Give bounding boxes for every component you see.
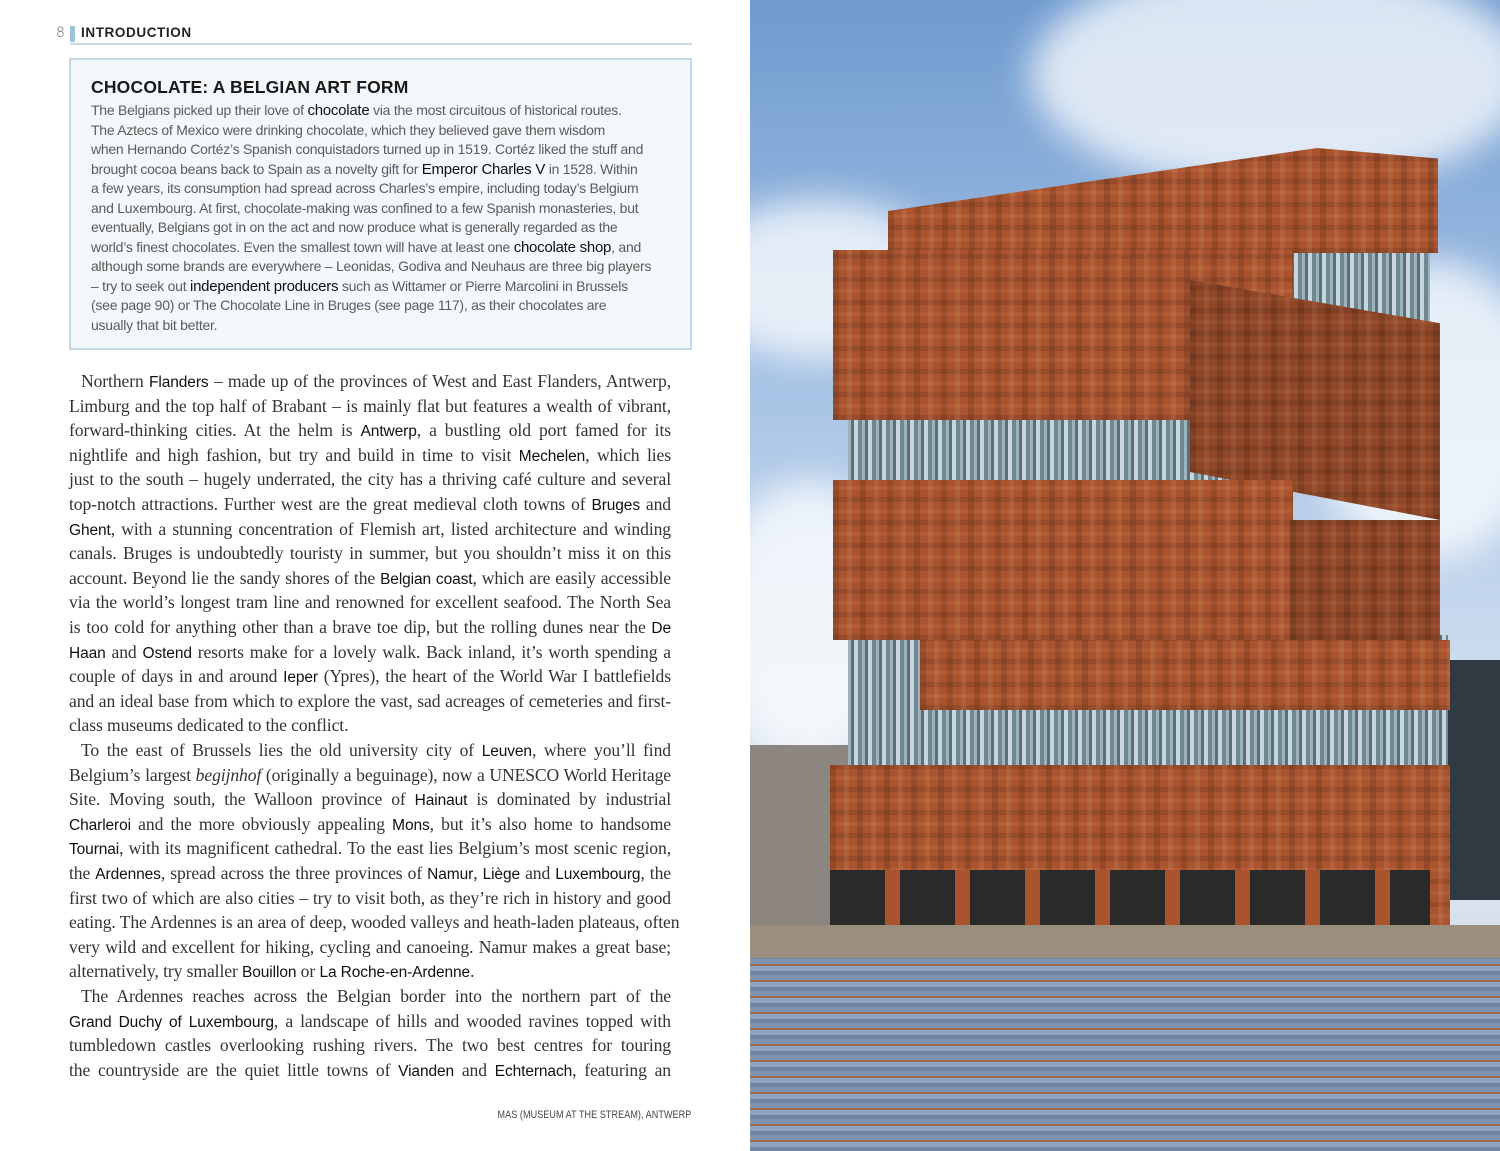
text-run: , featuring an (572, 1059, 671, 1080)
text-line (69, 863, 671, 884)
bold-term: independent producers (190, 277, 339, 295)
text-line (69, 519, 671, 540)
text-run: To the east of Brussels lies the old university city of (81, 740, 482, 760)
text-line (91, 278, 671, 295)
bold-term: Liège (482, 866, 520, 883)
text-run: , with its magnificent cathedral. To the east lies Belgium’s most scenic region, (119, 838, 671, 859)
bold-term: Belgian coast (380, 570, 473, 588)
text-line (81, 740, 671, 761)
text-run: world’s finest chocolates. Even the smallest town will have at least one (91, 238, 514, 255)
text-run: and (520, 863, 556, 883)
text-run: usually that bit better. (91, 316, 218, 333)
text-run: and an ideal base from which to explore the vast, sad acreages of cemeteries and first- (69, 690, 671, 711)
text-run: , a landscape of hills and wooded ravines topped with (273, 1010, 671, 1031)
text-run: top-notch attractions. Further west are the great medieval cloth towns of (69, 494, 592, 514)
bold-term: Grand Duchy of Luxembourg (69, 1013, 274, 1031)
text-run: Site. Moving south, the Walloon province of (69, 789, 415, 810)
text-run: account. Beyond lie the sandy shores of the (69, 567, 381, 588)
text-run: is too cold for anything other than a brave toe dip, but the rolling dunes near the (69, 617, 652, 637)
section-marker (70, 26, 75, 42)
text-line (91, 102, 671, 119)
text-line (69, 961, 671, 982)
bold-term: De (651, 620, 671, 637)
bold-term: Ostend (142, 644, 192, 662)
text-line (69, 666, 671, 687)
bold-term: Leuven (481, 743, 532, 760)
text-run: (see page 90) or The Chocolate Line in Bruges (see page 117), as their chocolates are (91, 297, 607, 313)
text-run: first two of which are also cities – try to visit both, as they’re rich in history and good (69, 887, 671, 908)
page-number: 8 (56, 25, 65, 41)
text-line (69, 469, 671, 490)
text-run: class museums dedicated to the conflict. (69, 715, 349, 736)
bold-term: Tournai (69, 841, 120, 859)
text-line (69, 1011, 671, 1032)
text-line (69, 838, 671, 859)
text-run: and Luxembourg. At first, chocolate-making was confined to a few Spanish monasteries, but (91, 199, 639, 216)
bold-term: Emperor Charles V (421, 160, 546, 178)
bold-term: Echternach (494, 1062, 573, 1080)
text-run: and the more obviously appealing (131, 813, 393, 834)
bold-term: Ghent (69, 521, 111, 539)
header-rule (70, 43, 692, 45)
text-line (69, 543, 671, 564)
text-line (91, 122, 671, 138)
text-run: when Hernando Cortéz’s Spanish conquistadors turned up in 1519. Cortéz liked the stuff and (91, 141, 644, 157)
bold-term: chocolate (307, 102, 370, 119)
bold-term: Namur (427, 866, 474, 883)
text-run: alternatively, try smaller (69, 961, 243, 982)
text-run: the (69, 863, 96, 883)
text-line (69, 420, 671, 441)
sidebar-box-chocolate (69, 58, 692, 350)
text-line (69, 912, 680, 933)
text-run: , spread across the three provinces of (160, 863, 428, 883)
text-run: The Ardennes reaches across the Belgian border into the northern part of the (81, 986, 671, 1006)
text-line (69, 617, 671, 638)
italic-term: begijnhof (195, 764, 262, 785)
text-run: is dominated by industrial (467, 789, 671, 810)
text-run: and (454, 1059, 495, 1080)
text-line (69, 691, 671, 712)
text-run: or (296, 961, 320, 982)
text-run: nightlife and high fashion, but try and build in time to visit (69, 444, 519, 465)
text-line (91, 141, 671, 157)
text-line (69, 396, 671, 417)
text-run: , and (611, 238, 642, 255)
text-run: via the world’s longest tram line and renowned for excellent seafood. The North Sea (69, 592, 671, 613)
text-run: – made up of the provinces of West and East Flanders, Antwerp, (208, 371, 671, 391)
text-line (91, 317, 671, 333)
text-line (91, 258, 671, 274)
text-line (69, 715, 671, 736)
text-run: and (639, 494, 671, 514)
text-line (69, 445, 671, 466)
text-run: canals. Bruges is undoubtedly touristy in summer, but you shouldn’t miss it on this (69, 543, 671, 564)
text-run: couple of days in and around (69, 666, 284, 687)
text-run: Belgium’s largest (69, 764, 196, 785)
bold-term: Flanders (149, 374, 209, 391)
bold-term: Bouillon (242, 964, 297, 982)
text-run: such as Wittamer or Pierre Marcolini in Brussels (338, 277, 628, 294)
text-run: (originally a beguinage), now a UNESCO World Heritage (261, 764, 671, 785)
text-line (69, 765, 671, 786)
bold-term: Mechelen (518, 447, 586, 465)
text-run: , (473, 863, 483, 883)
text-run: a few years, its consumption had spread across Charles’s empire, including today’s Belgium (91, 180, 639, 196)
photo-caption: MAS (MUSEUM AT THE STREAM), ANTWERP (497, 1109, 691, 1121)
text-line (69, 937, 671, 958)
text-line (69, 1035, 671, 1056)
text-run: just to the south – hugely underrated, the city has a thriving café culture and several (69, 469, 671, 490)
text-run: , a bustling old port famed for its (416, 420, 671, 441)
text-run: Limburg and the top half of Brabant – is mainly flat but features a wealth of vibrant, (69, 395, 671, 416)
bold-term: Luxembourg (555, 866, 641, 883)
text-line (69, 814, 671, 835)
text-line (91, 200, 671, 216)
text-run: . (470, 961, 475, 982)
text-run: eventually, Belgians got in on the act and now produce what is generally regarded as the (91, 219, 618, 235)
text-run: although some brands are everywhere – Leonidas, Godiva and Neuhaus are three big players (91, 258, 652, 274)
bold-term: Antwerp (360, 423, 417, 441)
bold-term: Mons (392, 816, 430, 834)
text-run: in 1528. Within (545, 160, 638, 177)
bold-term: Ardennes (95, 866, 161, 883)
bold-term: chocolate shop (513, 238, 612, 256)
text-line (91, 161, 671, 178)
bold-term: Bruges (591, 497, 640, 514)
text-run: eating. The Ardennes is an area of deep, wooded valleys and heath-laden plateaus, often (69, 912, 680, 933)
text-run: brought cocoa beans back to Spain as a novelty gift for (91, 160, 422, 177)
text-run: , which are easily accessible (472, 567, 672, 588)
text-run: , where you’ll find (531, 740, 671, 760)
text-run: , the (640, 863, 672, 883)
bold-term: Ieper (283, 669, 318, 687)
bold-term: La Roche-en-Ardenne (319, 964, 471, 982)
text-line (81, 371, 671, 392)
text-run: (Ypres), the heart of the World War I battlefields (318, 666, 671, 687)
bold-term: Charleroi (69, 816, 131, 834)
text-run: very wild and excellent for hiking, cycling and canoeing. Namur makes a great base; (69, 936, 671, 957)
box-title: CHOCOLATE: A BELGIAN ART FORM (91, 77, 409, 97)
text-run: via the most circuitous of historical routes. (369, 102, 622, 118)
photo-mas-museum (750, 0, 1500, 1151)
text-run: the countryside are the quiet little towns of (69, 1059, 399, 1080)
section-title: INTRODUCTION (81, 25, 192, 40)
text-line (69, 568, 671, 589)
text-run: , which lies (585, 444, 671, 465)
text-line (69, 642, 671, 663)
text-line (69, 494, 671, 515)
text-run: The Belgians picked up their love of (91, 102, 308, 118)
text-run: – try to seek out (91, 277, 190, 294)
text-line (69, 1060, 671, 1081)
text-line (91, 219, 671, 235)
text-run: , but it’s also home to handsome (429, 813, 671, 834)
text-line (91, 297, 671, 313)
text-line (91, 239, 671, 256)
text-run: resorts make for a lovely walk. Back inland, it’s worth spending a (191, 641, 671, 662)
text-run: Northern (81, 371, 150, 391)
text-line (69, 592, 671, 613)
text-run: tumbledown castles overlooking rushing rivers. The two best centres for touring (69, 1035, 671, 1056)
text-line (91, 180, 671, 196)
bold-term: Haan (69, 644, 106, 662)
text-line (69, 888, 671, 909)
bold-term: Hainaut (414, 792, 468, 810)
bold-term: Vianden (398, 1062, 455, 1080)
text-line (69, 789, 671, 810)
text-run: and (105, 641, 143, 662)
text-run: , with a stunning concentration of Flemish art, listed architecture and winding (110, 518, 671, 539)
text-run: forward-thinking cities. At the helm is (69, 420, 361, 441)
text-line (81, 986, 671, 1007)
text-run: The Aztecs of Mexico were drinking chocolate, which they believed gave them wisdom (91, 121, 606, 138)
